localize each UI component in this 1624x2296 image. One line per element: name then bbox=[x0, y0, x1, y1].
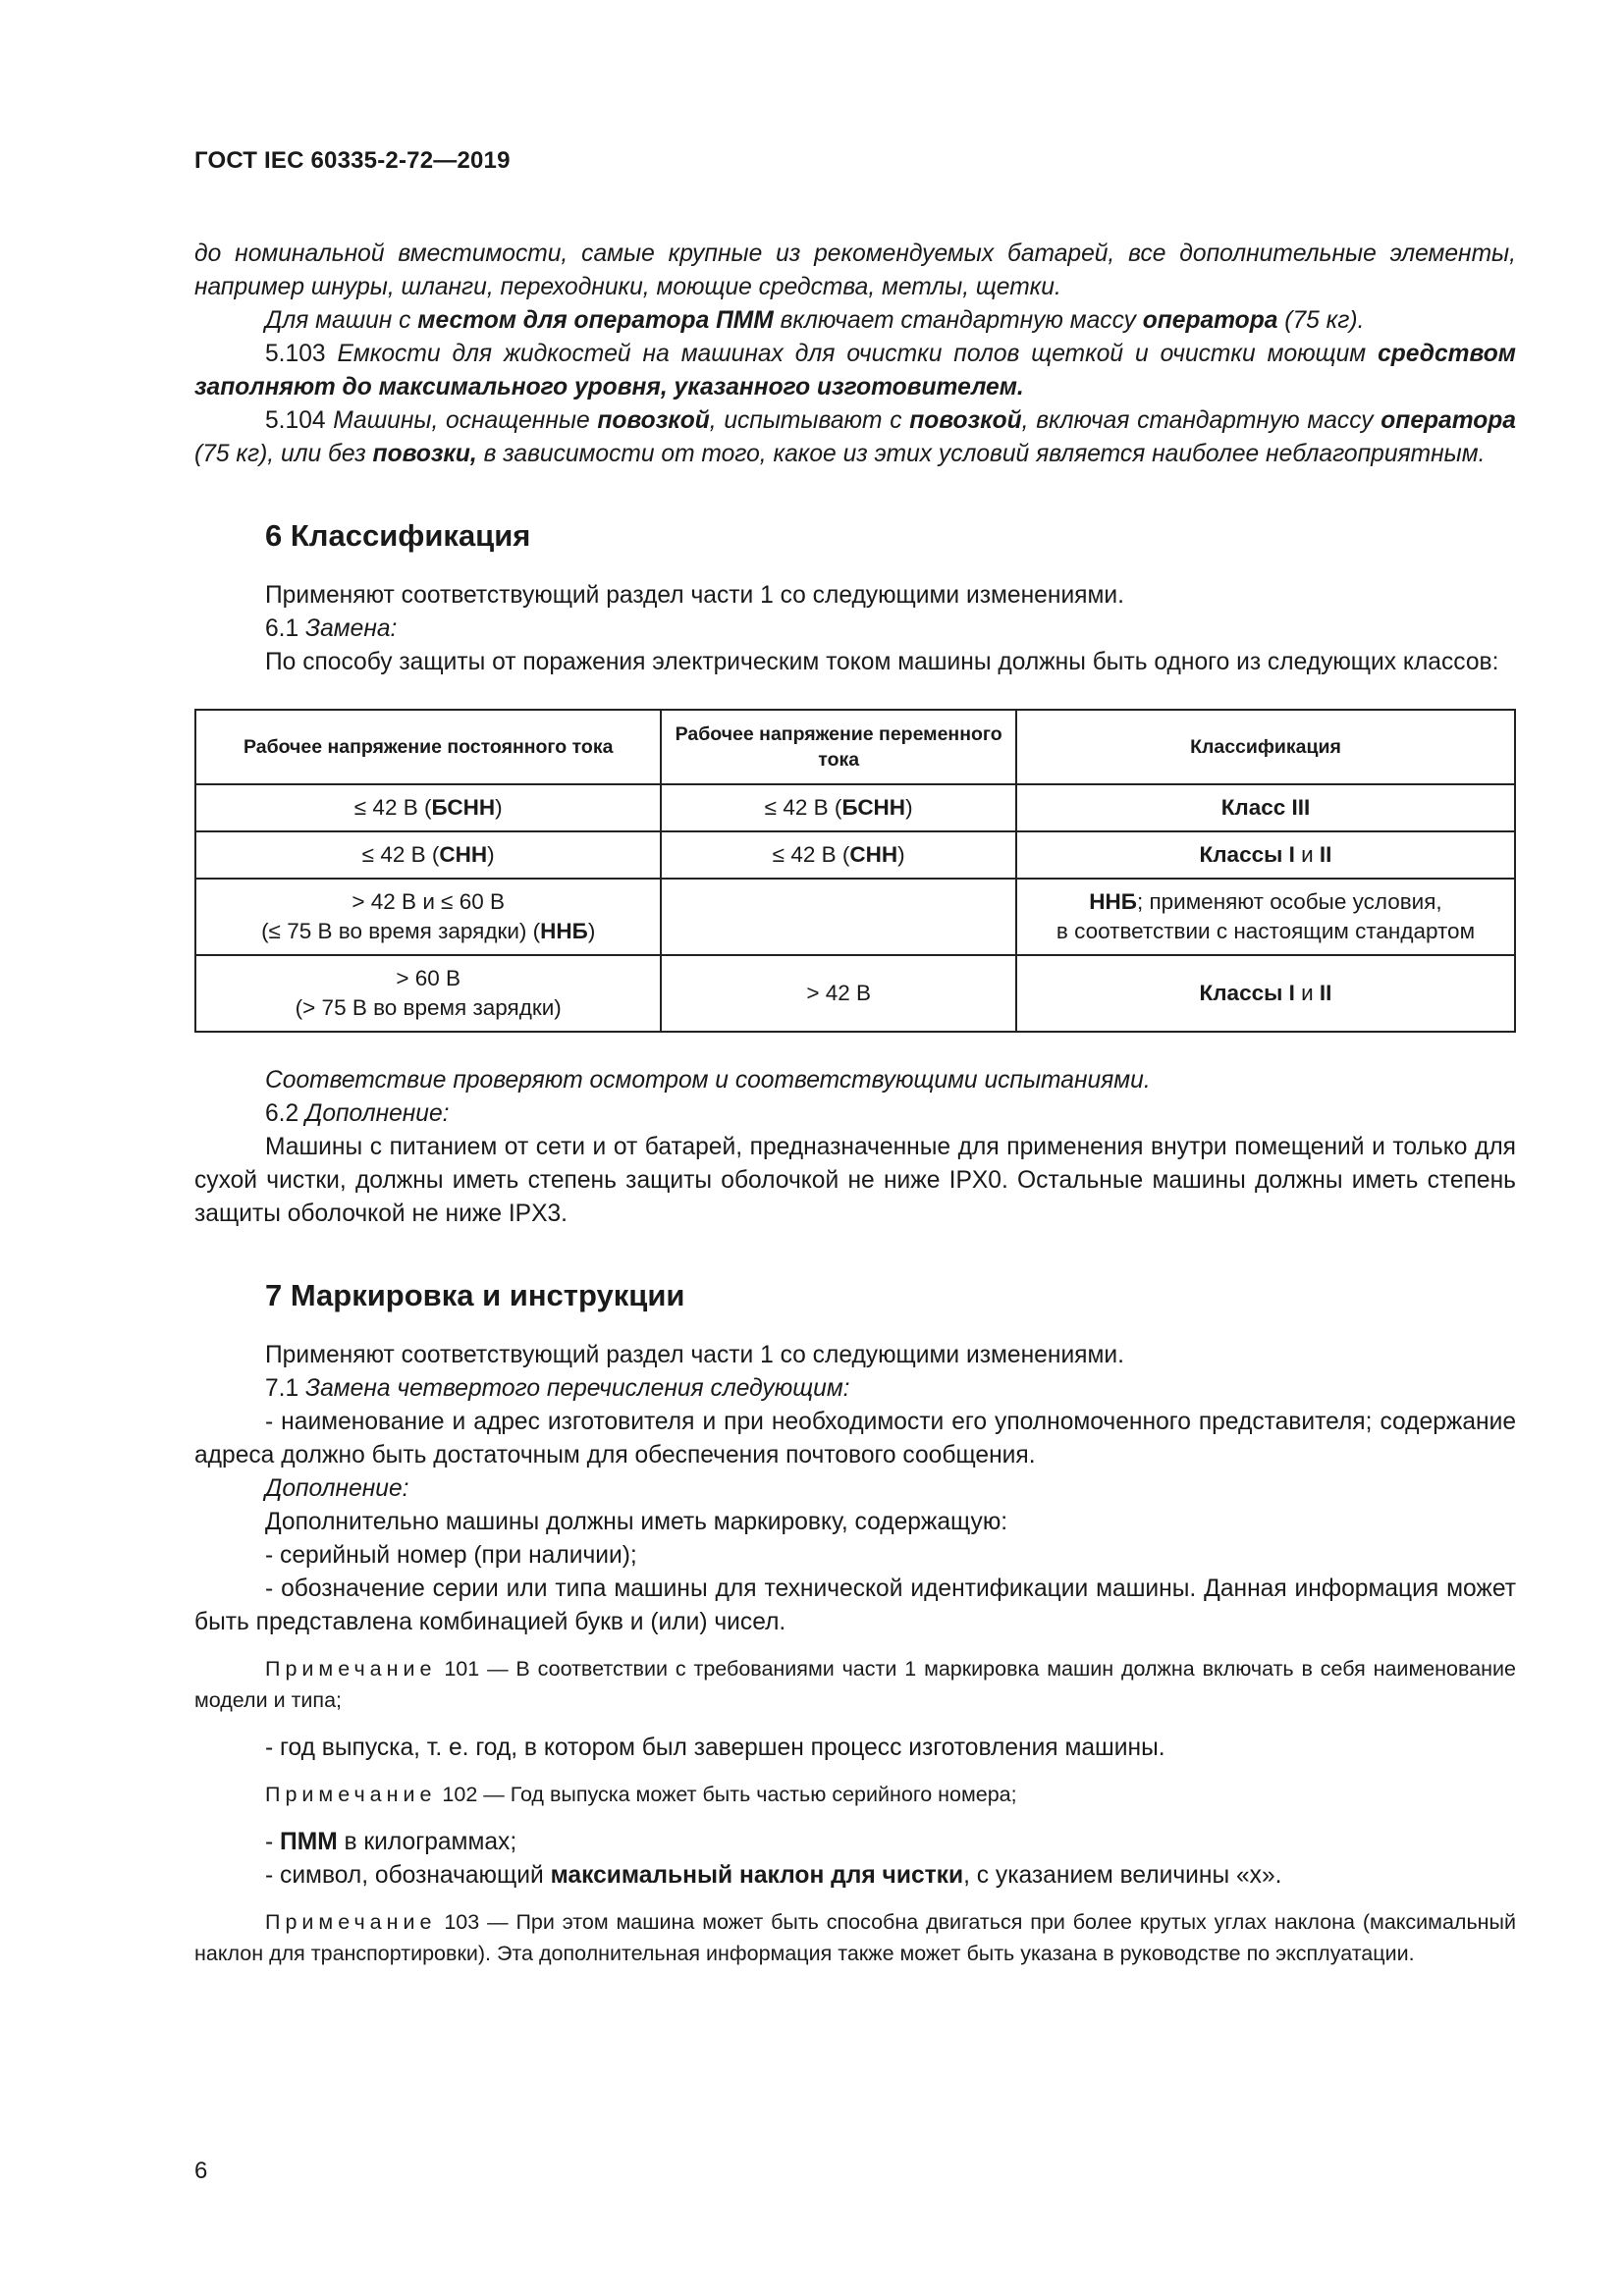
clause-6-2: 6.2 Дополнение: bbox=[265, 1100, 450, 1127]
table-header-row bbox=[195, 710, 1515, 784]
intro-paragraph-1: до номинальной вместимости, самые крупные из рекомендуемых батарей, все дополнительные элементы, например шнуры, шланги, переходники, моющие средства, метлы, щетки. bbox=[194, 240, 1516, 300]
clause-5-104: 5.104 Машины, оснащенные повозкой, испытывают с повозкой, включая стандартную массу оператора (75 кг), или без повозки, в зависимости от того, какое из этих условий является наиболее неблагоприятным. bbox=[194, 407, 1516, 467]
cell-class: Классы I и II bbox=[1016, 955, 1515, 1032]
list-item: - символ, обозначающий максимальный наклон для чистки, с указанием величины «x». bbox=[265, 1862, 1282, 1889]
list-item: - серийный номер (при наличии); bbox=[265, 1542, 637, 1569]
table-row bbox=[195, 784, 1515, 831]
section-6-intro: Применяют соответствующий раздел части 1 со следующими изменениями. bbox=[265, 582, 1124, 609]
cell-ac: ≤ 42 В (БСНН) bbox=[661, 784, 1016, 831]
note-102: Примечание 102 — Год выпуска может быть частью серийного номера; bbox=[265, 1783, 1017, 1806]
table-row bbox=[195, 831, 1515, 879]
cell-dc: > 60 В (> 75 В во время зарядки) bbox=[195, 955, 661, 1032]
note-103: Примечание 103 — При этом машина может быть способна двигаться при более крутых углах наклона (максимальный наклон для транспортировки). Эта дополнительная информация также может быть указана в руководстве по эксплуатации. bbox=[194, 1910, 1516, 1965]
marking-intro: Дополнительно машины должны иметь маркировку, содержащую: bbox=[265, 1509, 1008, 1535]
compliance-check-text: Соответствие проверяют осмотром и соответствующими испытаниями. bbox=[265, 1067, 1151, 1094]
section-6-protection-text: По способу защиты от поражения электрическим током машины должны быть одного из следующих классов: bbox=[265, 649, 1499, 675]
classification-table bbox=[194, 709, 1516, 1033]
clause-5-103: 5.103 Емкости для жидкостей на машинах для очистки полов щеткой и очистки моющим средством заполняют до максимального уровня, указанного изготовителем. bbox=[194, 341, 1516, 400]
header-dc-voltage: Рабочее напряжение постоянного тока bbox=[195, 710, 661, 784]
cell-class: Класс III bbox=[1016, 784, 1515, 831]
cell-class: ННБ; применяют особые условия, в соответствии с настоящим стандартом bbox=[1016, 879, 1515, 955]
note-101: Примечание 101 — В соответствии с требованиями части 1 маркировка машин должна включать в себя наименование модели и типа; bbox=[194, 1657, 1516, 1712]
header-classification: Классификация bbox=[1016, 710, 1515, 784]
ip-protection-text: Машины с питанием от сети и от батарей, предназначенные для применения внутри помещений и только для сухой чистки, должны иметь степень защиты оболочкой не ниже IPX0. Остальные машины должны иметь степень защиты оболочкой не ниже IPX3. bbox=[194, 1134, 1516, 1227]
clause-6-1: 6.1 Замена: bbox=[265, 615, 398, 642]
cell-dc: ≤ 42 В (БСНН) bbox=[195, 784, 661, 831]
list-item: - наименование и адрес изготовителя и при необходимости его уполномоченного представителя; содержание адреса должно быть достаточным для обеспечения почтового сообщения. bbox=[194, 1409, 1516, 1468]
intro-paragraph-2: Для машин с местом для оператора ПММ включает стандартную массу оператора (75 кг). bbox=[265, 307, 1365, 334]
table-row bbox=[195, 955, 1515, 1032]
section-7-intro: Применяют соответствующий раздел части 1 со следующими изменениями. bbox=[265, 1342, 1124, 1368]
cell-ac bbox=[661, 879, 1016, 955]
cell-dc: > 42 В и ≤ 60 В (≤ 75 В во время зарядки) (ННБ) bbox=[195, 879, 661, 955]
document-page bbox=[194, 147, 1516, 1985]
page-number: 6 bbox=[194, 2158, 208, 2184]
header-ac-voltage: Рабочее напряжение переменного тока bbox=[661, 710, 1016, 784]
clause-7-1: 7.1 Замена четвертого перечисления следующим: bbox=[265, 1375, 850, 1402]
addition-label: Дополнение: bbox=[265, 1475, 409, 1502]
document-header: ГОСТ IEC 60335-2-72—2019 bbox=[194, 147, 511, 174]
cell-ac: ≤ 42 В (СНН) bbox=[661, 831, 1016, 879]
section-7-title: 7 Маркировка и инструкции bbox=[265, 1278, 685, 1312]
table-row bbox=[195, 879, 1515, 955]
cell-dc: ≤ 42 В (СНН) bbox=[195, 831, 661, 879]
cell-class: Классы I и II bbox=[1016, 831, 1515, 879]
cell-ac: > 42 В bbox=[661, 955, 1016, 1032]
list-item: - обозначение серии или типа машины для технической идентификации машины. Данная информация может быть представлена комбинацией букв и (или) чисел. bbox=[194, 1575, 1516, 1635]
list-item: - ПММ в килограммах; bbox=[265, 1829, 517, 1855]
list-item: - год выпуска, т. е. год, в котором был завершен процесс изготовления машины. bbox=[265, 1735, 1165, 1761]
section-6-title: 6 Классификация bbox=[265, 518, 531, 553]
